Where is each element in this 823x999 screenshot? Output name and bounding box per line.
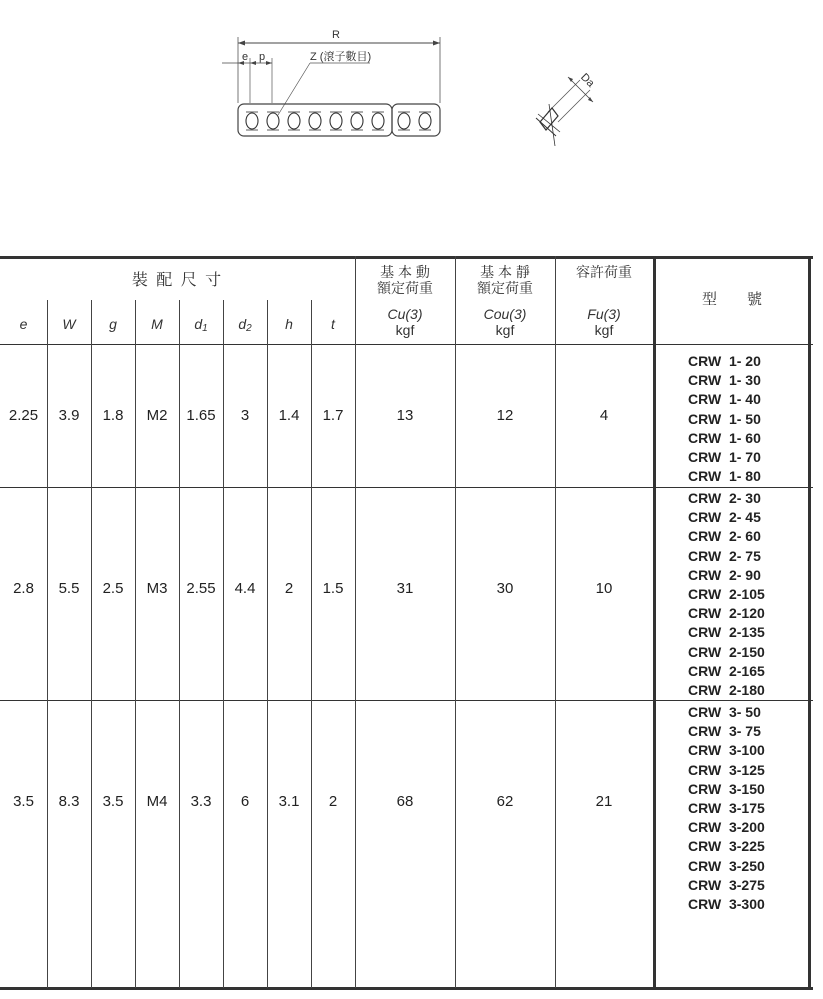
col-divider [267, 300, 268, 988]
col-divider [555, 256, 556, 988]
row2-h: 2 [284, 580, 294, 597]
dimension-label-da: Da [578, 71, 597, 90]
dimension-label-e: e [241, 51, 249, 63]
row3-cu: 68 [396, 793, 414, 810]
col-divider [179, 300, 180, 988]
col-divider [455, 256, 456, 988]
row1-h: 1.4 [278, 407, 300, 424]
row3-d1: 3.3 [190, 793, 212, 810]
row2-cou: 30 [496, 580, 514, 597]
model-number: CRW 3-200 [688, 819, 765, 836]
row2-e: 2.8 [13, 580, 34, 597]
model-title: 型 號 [701, 291, 762, 308]
row3-t: 2 [328, 793, 338, 810]
row3-e: 3.5 [13, 793, 34, 810]
model-list-row2 [688, 489, 765, 700]
cou-title-line2: 額定荷重 [477, 280, 533, 296]
row1-d1: 1.65 [186, 407, 216, 424]
row1-fu: 4 [599, 407, 609, 424]
row1-m: M2 [146, 407, 168, 424]
row1-w: 3.9 [58, 407, 80, 424]
row3-fu: 21 [595, 793, 613, 810]
model-number: CRW 2-165 [688, 662, 765, 679]
model-list-row1 [688, 352, 761, 486]
fu-symbol: Fu(3) [587, 306, 621, 322]
row-divider-2 [0, 700, 813, 701]
cu-unit: kgf [395, 322, 415, 338]
row3-g: 3.5 [102, 793, 124, 810]
row2-w: 5.5 [58, 580, 80, 597]
col-header-d2: $d_2$ [238, 316, 252, 334]
model-number: CRW 3- 75 [688, 723, 761, 740]
row1-g: 1.8 [102, 407, 124, 424]
model-number: CRW 2- 75 [688, 547, 761, 564]
row2-g: 2.5 [102, 580, 124, 597]
row2-fu: 10 [595, 580, 613, 597]
col-divider [223, 300, 224, 988]
model-number: CRW 3-150 [688, 780, 765, 797]
row3-m: M4 [146, 793, 168, 810]
col-divider [311, 300, 312, 988]
cu-symbol: Cu(3) [387, 306, 423, 322]
model-number: CRW 2- 45 [688, 509, 761, 526]
row2-cu: 31 [396, 580, 414, 597]
cou-title-line1: 基 本 靜 [480, 264, 530, 280]
row-divider-1 [0, 487, 813, 488]
table-top-border [0, 256, 813, 259]
table-bottom-border [0, 987, 813, 990]
cu-title-line2: 額定荷重 [377, 280, 433, 296]
col-header-t: t [331, 316, 335, 332]
dimension-label-z: Z (滾子數目) [310, 51, 372, 63]
model-number: CRW 2-180 [688, 681, 765, 698]
model-number: CRW 3-225 [688, 838, 765, 855]
cu-title-line1: 基 本 動 [380, 264, 430, 280]
row1-cou: 12 [496, 407, 514, 424]
model-col-divider [653, 256, 656, 990]
model-number: CRW 1- 60 [688, 429, 761, 446]
row1-e: 2.25 [8, 407, 39, 424]
row3-cou: 62 [496, 793, 514, 810]
model-number: CRW 1- 80 [688, 468, 761, 485]
model-number: CRW 3-250 [688, 857, 765, 874]
model-number: CRW 1- 50 [688, 410, 761, 427]
model-number: CRW 1- 40 [688, 391, 761, 408]
row2-d2: 4.4 [234, 580, 256, 597]
model-number: CRW 2-120 [688, 605, 765, 622]
row3-h: 3.1 [278, 793, 300, 810]
col-header-m: M [151, 316, 163, 332]
model-number: CRW 1- 70 [688, 448, 761, 465]
table-right-border [808, 256, 811, 990]
row2-m: M3 [146, 580, 168, 597]
col-header-e: e [19, 316, 28, 332]
model-number: CRW 2-135 [688, 624, 765, 641]
roller-cage-diagram [0, 0, 823, 200]
roller-detail [536, 71, 597, 146]
model-number: CRW 2-105 [688, 585, 765, 602]
col-divider [135, 300, 136, 988]
row1-cu: 13 [396, 407, 414, 424]
header-divider [0, 344, 813, 345]
model-list-row3 [688, 703, 765, 914]
row1-t: 1.7 [322, 407, 344, 424]
col-header-w: W [62, 316, 76, 332]
row3-w: 8.3 [58, 793, 80, 810]
model-number: CRW 1- 20 [688, 353, 761, 369]
row3-d2: 6 [240, 793, 250, 810]
model-number: CRW 3-125 [688, 761, 765, 778]
row1-d2: 3 [240, 407, 250, 424]
row2-t: 1.5 [322, 580, 344, 597]
model-number: CRW 2- 90 [688, 566, 761, 583]
model-number: CRW 2- 60 [688, 528, 761, 545]
col-header-g: g [109, 316, 117, 332]
model-number: CRW 1- 30 [688, 372, 761, 389]
col-header-h: h [285, 316, 293, 332]
fu-unit: kgf [594, 322, 614, 338]
cou-symbol: Cou(3) [483, 306, 527, 322]
model-number: CRW 3-300 [688, 895, 765, 912]
assembly-dimensions-title: 裝 配 尺 寸 [131, 272, 224, 289]
cou-unit: kgf [495, 322, 515, 338]
dimension-label-r: R [332, 29, 340, 41]
model-number: CRW 3-175 [688, 799, 765, 816]
spec-table [0, 256, 813, 991]
col-divider [355, 256, 356, 988]
model-number: CRW 2-150 [688, 643, 765, 660]
col-header-d1: $d_1$ [194, 316, 208, 334]
col-divider [47, 300, 48, 988]
model-number: CRW 3-275 [688, 876, 765, 893]
model-number: CRW 2- 30 [688, 490, 761, 506]
col-divider [91, 300, 92, 988]
dimension-label-p: p [258, 51, 266, 63]
fu-title: 容許荷重 [576, 264, 632, 280]
model-number: CRW 3-100 [688, 742, 765, 759]
model-number: CRW 3- 50 [688, 704, 761, 720]
row2-d1: 2.55 [186, 580, 216, 597]
